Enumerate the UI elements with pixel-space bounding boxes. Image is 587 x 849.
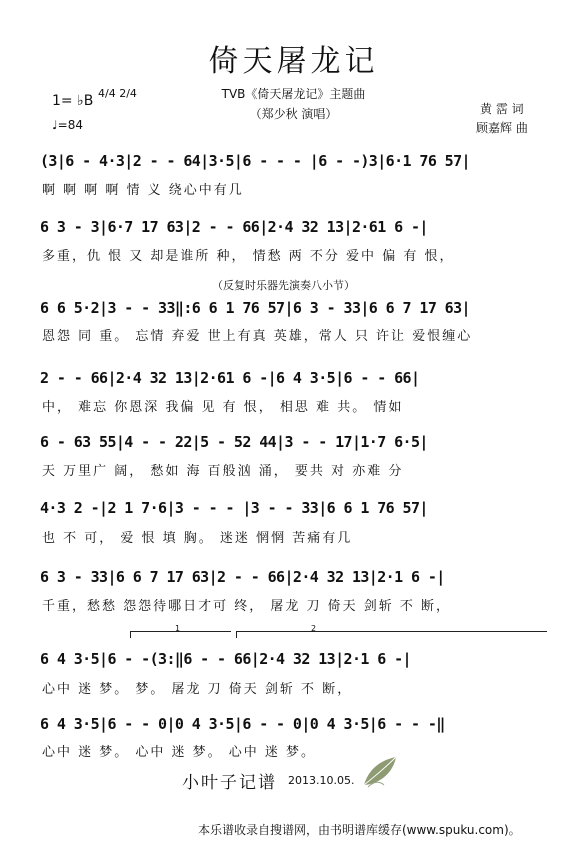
score-line-8-lyrics: 心中 迷 梦。 梦。 屠龙 刀 倚天 剑斩 不 断， — [42, 682, 353, 697]
page-title: 倚天屠龙记 — [208, 44, 379, 79]
tempo: ♩=84 — [52, 118, 83, 132]
volta-1-bracket — [130, 624, 231, 638]
score-line-4-notes: 2 - - 66|2·4 32 13|2·61 6 -|6 4 3·5|6 - - 66| — [40, 369, 420, 387]
time-signature-b: 2/4 — [119, 87, 137, 100]
leaf-icon — [360, 755, 400, 793]
score-line-9-lyrics: 心中 迷 梦。 心中 迷 梦。 心中 迷 梦。 — [42, 745, 317, 760]
singer: （郑少秋 演唱） — [249, 107, 338, 121]
score-line-9-notes: 6 4 3·5|6 - - 0|0 4 3·5|6 - - 0|0 4 3·5|6 - - -‖ — [40, 715, 445, 733]
transcribe-date: 2013.10.05. — [288, 774, 355, 787]
volta-2-number: 2 — [311, 624, 317, 633]
score-line-2-lyrics: 多重，仇 恨 又 却是谁所 种， 情愁 两 不分 爱中 偏 有 恨， — [42, 249, 455, 264]
volta-1-number: 1 — [175, 624, 181, 633]
score-line-7-notes: 6 3 - 33|6 6 7 17 63|2 - - 66|2·4 32 13|2·1 6 -| — [40, 568, 445, 586]
time-signature-a: 4/4 — [98, 87, 116, 100]
score-line-5-lyrics: 天 万里广 阔， 愁如 海 百般汹 涌， 要共 对 亦难 分 — [42, 464, 404, 479]
source-footer: 本乐谱收录自搜谱网，由书明谱库缓存(www.spuku.com)。 — [198, 823, 521, 837]
score-line-7-lyrics: 千重，愁愁 怨怨待哪日才可 终， 屠龙 刀 倚天 剑斩 不 断， — [42, 599, 452, 614]
score-line-1-notes: (3|6 - 4·3|2 - - 64|3·5|6 - - - |6 - -)3|6·1 76 57| — [40, 152, 470, 170]
lyricist: 黄 霑 词 — [480, 102, 524, 116]
score-line-5-notes: 6 - 63 55|4 - - 22|5 - 52 44|3 - - 17|1·7 6·5| — [40, 433, 428, 451]
volta-2-bracket — [236, 624, 547, 638]
score-line-8-notes: 6 4 3·5|6 - -(3:‖6 - - 66|2·4 32 13|2·1 6 -| — [40, 650, 411, 668]
score-line-6-notes: 4·3 2 -|2 1 7·6|3 - - - |3 - - 33|6 6 1 76 57| — [40, 499, 428, 517]
score-line-1-lyrics: 啊 啊 啊 啊 情 义 绕心中有几 — [42, 183, 244, 198]
score-line-3-notes: 6 6 5·2|3 - - 33‖:6 6 1 76 57|6 3 - 33|6 6 7 17 63| — [40, 299, 470, 317]
composer: 顾嘉辉 曲 — [476, 121, 528, 135]
subtitle: TVB《倚天屠龙记》主题曲 — [221, 87, 366, 101]
score-line-3-lyrics: 恩怨 同 重。 忘情 弃爱 世上有真 英雄，常人 只 许让 爱恨缠心 — [42, 329, 473, 344]
score-line-6-lyrics: 也 不 可， 爱 恨 填 胸。 迷迷 惘惘 苦痛有几 — [42, 531, 353, 546]
score-line-2-notes: 6 3 - 3|6·7 17 63|2 - - 66|2·4 32 13|2·61 6 -| — [40, 218, 428, 236]
key-signature: 1= ♭B — [52, 93, 94, 109]
score-line-4-lyrics: 中， 难忘 你恩深 我偏 见 有 恨， 相思 难 共。 情如 — [42, 400, 404, 415]
transcriber-signature: 小叶子记谱 — [182, 773, 277, 793]
time-signature — [98, 88, 137, 99]
repeat-instruction: （反复时乐器先演奏八小节） — [212, 279, 355, 292]
